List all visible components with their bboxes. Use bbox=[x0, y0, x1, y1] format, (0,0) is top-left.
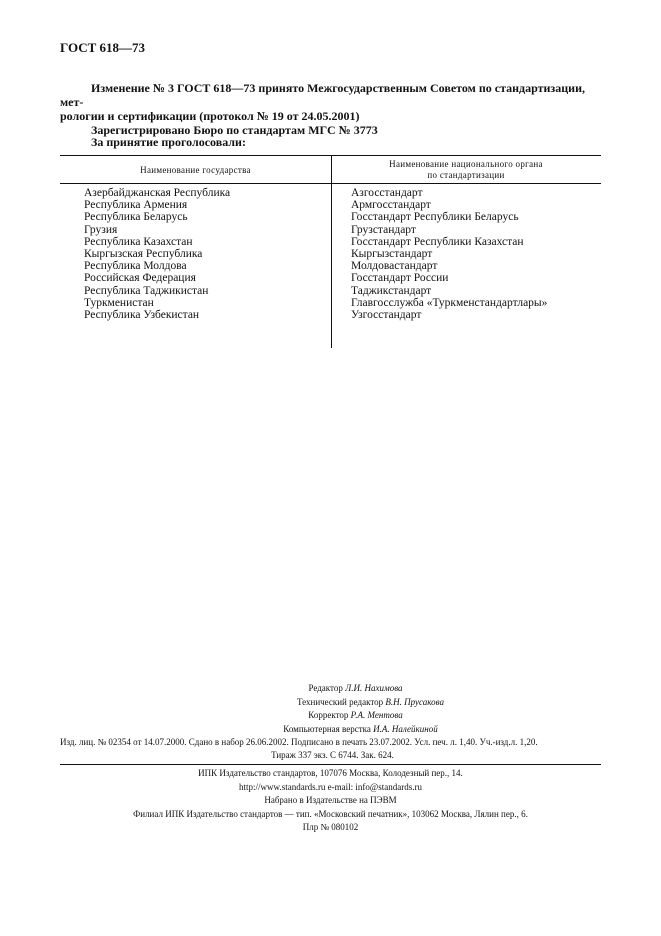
imprint-printer: Филиал ИПК Издательство стандартов — тип. «Московский печатник», 103062 Москва, Лялин пер., 6. bbox=[133, 808, 528, 819]
table-cell-body: Армгосстандарт bbox=[351, 199, 431, 212]
table-cell-state: Туркменистан bbox=[84, 296, 154, 309]
publication-line-2: Тираж 337 экз. С 6744. Зак. 624. bbox=[271, 750, 394, 760]
table-cell-state: Республика Беларусь bbox=[84, 211, 188, 224]
table-cell-body: Госстандарт России bbox=[351, 272, 449, 285]
imprint-license: Плр № 080102 bbox=[302, 822, 359, 832]
table-cell-body: Узгосстандарт bbox=[351, 309, 422, 322]
credit-layout: Компьютерная верстка И.А. Налейкиной bbox=[283, 723, 438, 734]
table-cell-state: Республика Таджикистан bbox=[84, 284, 209, 297]
column-header-body-line-2: по стандартизации bbox=[427, 170, 505, 180]
imprint-publisher: ИПК Издательство стандартов, 107076 Москва, Колодезный пер., 14. bbox=[198, 768, 463, 778]
document-code: ГОСТ 618—73 bbox=[60, 40, 146, 55]
table-cell-state: Республика Узбекистан bbox=[84, 309, 200, 322]
state-column bbox=[84, 187, 230, 321]
tech-editor-name: В.Н. Прусакова bbox=[385, 696, 445, 707]
table-cell-state: Российская Федерация bbox=[84, 272, 196, 285]
table-column-divider bbox=[331, 155, 332, 348]
column-header-body-line-1: Наименование национального органа bbox=[389, 159, 543, 169]
layout-name: И.А. Налейкиной bbox=[373, 723, 438, 734]
table-cell-body: Грузстандарт bbox=[351, 223, 416, 236]
imprint-typeset: Набрано в Издательстве на ПЭВМ bbox=[264, 795, 397, 805]
publication-line-1: Изд. лиц. № 02354 от 14.07.2000. Сдано в набор 26.06.2002. Подписано в печать 23.07.2002. Усл. печ. л. 1,40. Уч.-изд.л. 1,20. bbox=[60, 737, 538, 747]
table-cell-body: Госстандарт Республики Казахстан bbox=[351, 235, 524, 248]
publication-info bbox=[60, 736, 605, 762]
amendment-line-1: Изменение № 3 ГОСТ 618—73 принято Межгосударственным Советом по стандартизации, мет- bbox=[60, 81, 585, 109]
imprint bbox=[0, 767, 661, 835]
table-cell-body: Азгосстандарт bbox=[351, 187, 423, 199]
table-cell-state: Кыргызская Республика bbox=[84, 248, 203, 261]
voted-label: За принятие проголосовали: bbox=[91, 135, 246, 149]
table-cell-state: Республика Армения bbox=[84, 199, 188, 212]
corrector-name: Р.А. Ментова bbox=[350, 710, 403, 720]
credit-corrector: Корректор Р.А. Ментова bbox=[308, 710, 403, 720]
amendment-line-2: рологии и сертификации (протокол № 19 от 24.05.2001) bbox=[60, 109, 360, 123]
imprint-contacts: http://www.standards.ru e-mail: info@standards.ru bbox=[239, 781, 422, 792]
editor-name: Л.И. Нахимова bbox=[345, 683, 403, 693]
credit-editor: Редактор Л.И. Нахимова bbox=[308, 683, 403, 693]
imprint-rule bbox=[60, 764, 601, 765]
column-header-state: Наименование государства bbox=[140, 165, 251, 175]
table-cell-body: Кыргызстандарт bbox=[351, 248, 433, 261]
table-cell-state: Грузия bbox=[84, 223, 118, 236]
table-cell-body: Госстандарт Республики Беларусь bbox=[351, 211, 519, 224]
table-cell-body: Таджикстандарт bbox=[351, 284, 432, 297]
column-header-body bbox=[331, 159, 601, 181]
table-cell-state: Республика Молдова bbox=[84, 260, 187, 273]
amendment-paragraph bbox=[60, 81, 605, 137]
editorial-credits bbox=[0, 682, 661, 736]
credit-tech-editor: Технический редактор В.Н. Прусакова bbox=[296, 696, 445, 707]
standards-body-column bbox=[351, 187, 547, 321]
table-cell-state: Азербайджанская Республика bbox=[84, 187, 231, 199]
table-cell-body: Молдовастандарт bbox=[351, 260, 438, 273]
table-cell-state: Республика Казахстан bbox=[84, 235, 193, 248]
registration-line: Зарегистрировано Бюро по стандартам МГС № 3773 bbox=[91, 123, 378, 137]
table-cell-body: Главгосслужба «Туркменстандартлары» bbox=[351, 296, 548, 309]
